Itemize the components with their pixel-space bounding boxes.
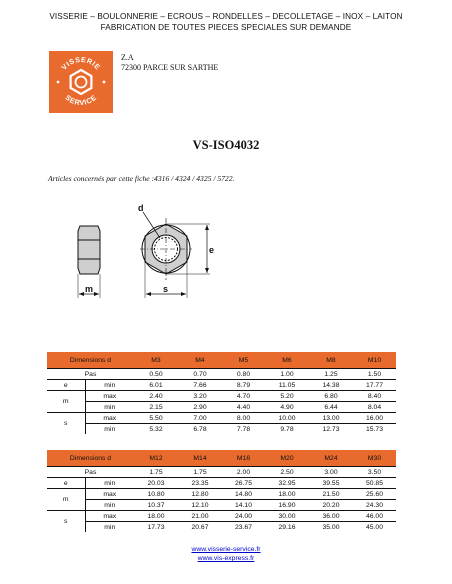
table-cell: 24.00 <box>222 511 265 522</box>
table-cell: 12.10 <box>178 500 222 511</box>
table-cell: 2.15 <box>134 402 178 413</box>
footer-link-visserie-service[interactable]: www.visserie-service.fr <box>191 546 261 553</box>
table-row-m-min <box>47 500 396 511</box>
table-cell: 3.50 <box>353 467 396 478</box>
table-cell: 1.75 <box>178 467 222 478</box>
table-cell: 30.00 <box>265 511 309 522</box>
table-cell: 1.50 <box>353 369 396 380</box>
footer-link-vis-express[interactable]: www.vis-express.fr <box>197 555 255 562</box>
size-cell: M16 <box>222 450 265 467</box>
size-cell: M12 <box>134 450 178 467</box>
table-cell: 3.20 <box>178 391 222 402</box>
label-e: e <box>209 245 215 255</box>
table-cell: 6.44 <box>309 402 353 413</box>
table-cell: 6.01 <box>134 380 178 391</box>
size-cell: M30 <box>353 450 396 467</box>
table-cell: 6.78 <box>178 424 222 435</box>
header-line-2: FABRICATION DE TOUTES PIECES SPECIALES SUR DEMANDE <box>100 23 352 32</box>
visserie-service-logo <box>49 51 113 113</box>
table-header-row <box>47 450 396 467</box>
row-label: e <box>47 380 85 391</box>
header-line-1: VISSERIE – BOULONNERIE – ECROUS – RONDELLES – DECOLLETAGE – INOX – LAITON <box>49 12 403 21</box>
table-row-m-max <box>47 391 396 402</box>
table-cell: 7.00 <box>178 413 222 424</box>
row-label: m <box>47 391 85 413</box>
table-cell: 9.78 <box>265 424 309 435</box>
table-cell: 5.32 <box>134 424 178 435</box>
table-cell: 16.90 <box>265 500 309 511</box>
row-label: e <box>47 478 85 489</box>
table-cell: 50.85 <box>353 478 396 489</box>
size-cell: M8 <box>309 352 353 369</box>
table-header-row <box>47 352 396 369</box>
hex-nut-drawing <box>70 198 220 306</box>
size-cell: M5 <box>222 352 265 369</box>
company-address <box>121 53 218 73</box>
header-label: Dimensions d <box>47 450 134 467</box>
table-cell: 0.70 <box>178 369 222 380</box>
table-row-m-min <box>47 402 396 413</box>
table-cell: 6.80 <box>309 391 353 402</box>
size-cell: M20 <box>265 450 309 467</box>
table-cell: 32.95 <box>265 478 309 489</box>
label-d: d <box>138 203 144 213</box>
size-cell: M14 <box>178 450 222 467</box>
table-cell: 45.00 <box>353 522 396 533</box>
label-s: s <box>163 284 169 294</box>
table-cell: 35.00 <box>309 522 353 533</box>
row-label: s <box>47 511 85 533</box>
table-cell: 5.50 <box>134 413 178 424</box>
size-cell: M6 <box>265 352 309 369</box>
table-row-s-min <box>47 424 396 435</box>
header-label: Dimensions d <box>47 352 134 369</box>
table-cell: 12.80 <box>178 489 222 500</box>
row-label: Pas <box>47 369 134 380</box>
table-cell: 3.00 <box>309 467 353 478</box>
table-cell: 15.73 <box>353 424 396 435</box>
table-cell: 26.75 <box>222 478 265 489</box>
table-row-s-max <box>47 413 396 424</box>
table-cell: 2.40 <box>134 391 178 402</box>
table-cell: 18.00 <box>134 511 178 522</box>
table-cell: 2.90 <box>178 402 222 413</box>
table-row-s-min <box>47 522 396 533</box>
table-cell: 17.73 <box>134 522 178 533</box>
table-cell: 12.73 <box>309 424 353 435</box>
table-cell: 10.00 <box>265 413 309 424</box>
address-line-2: 72300 PARCE SUR SARTHE <box>121 63 219 72</box>
table-cell: 2.00 <box>222 467 265 478</box>
row-sublabel: max <box>85 489 134 500</box>
table-cell: 23.35 <box>178 478 222 489</box>
address-line-1: Z.A <box>121 53 134 62</box>
table-cell: 11.05 <box>265 380 309 391</box>
row-sublabel: min <box>85 380 134 391</box>
dimensions-table-1 <box>47 352 396 434</box>
table-cell: 17.77 <box>353 380 396 391</box>
table-cell: 1.25 <box>309 369 353 380</box>
table-cell: 8.00 <box>222 413 265 424</box>
table-cell: 20.20 <box>309 500 353 511</box>
table-cell: 7.78 <box>222 424 265 435</box>
table-row-e-min <box>47 380 396 391</box>
table-cell: 14.38 <box>309 380 353 391</box>
table-row-s-max <box>47 511 396 522</box>
table-row-pas <box>47 467 396 478</box>
size-cell: M10 <box>353 352 396 369</box>
table-cell: 18.00 <box>265 489 309 500</box>
size-cell: M24 <box>309 450 353 467</box>
size-cell: M3 <box>134 352 178 369</box>
table-cell: 8.04 <box>353 402 396 413</box>
table-cell: 46.00 <box>353 511 396 522</box>
table-cell: 10.37 <box>134 500 178 511</box>
table-cell: 0.50 <box>134 369 178 380</box>
table-cell: 20.67 <box>178 522 222 533</box>
table-cell: 21.50 <box>309 489 353 500</box>
table-cell: 1.00 <box>265 369 309 380</box>
row-sublabel: min <box>85 500 134 511</box>
table-cell: 8.40 <box>353 391 396 402</box>
table-cell: 8.79 <box>222 380 265 391</box>
dimensions-table-2 <box>47 450 396 532</box>
table-cell: 39.55 <box>309 478 353 489</box>
table-cell: 36.00 <box>309 511 353 522</box>
row-sublabel: max <box>85 391 134 402</box>
row-sublabel: min <box>85 402 134 413</box>
table-cell: 10.80 <box>134 489 178 500</box>
articles-note: Articles concernés par cette fiche :4316 / 4324 / 4325 / 5722. <box>48 174 235 183</box>
size-cell: M4 <box>178 352 222 369</box>
table-cell: 0.80 <box>222 369 265 380</box>
svg-text:VISSERIE: VISSERIE <box>59 54 103 72</box>
table-cell: 20.03 <box>134 478 178 489</box>
table-cell: 14.10 <box>222 500 265 511</box>
table-cell: 29.16 <box>265 522 309 533</box>
table-cell: 2.50 <box>265 467 309 478</box>
table-cell: 1.75 <box>134 467 178 478</box>
table-cell: 4.70 <box>222 391 265 402</box>
table-cell: 24.30 <box>353 500 396 511</box>
row-sublabel: max <box>85 511 134 522</box>
row-label: s <box>47 413 85 435</box>
table-cell: 25.60 <box>353 489 396 500</box>
row-label: m <box>47 489 85 511</box>
row-sublabel: max <box>85 413 134 424</box>
table-cell: 21.00 <box>178 511 222 522</box>
table-cell: 23.67 <box>222 522 265 533</box>
label-m: m <box>85 284 94 294</box>
table-cell: 16.00 <box>353 413 396 424</box>
table-row-m-max <box>47 489 396 500</box>
table-row-pas <box>47 369 396 380</box>
table-cell: 7.66 <box>178 380 222 391</box>
svg-text:SERVICE: SERVICE <box>63 92 99 108</box>
table-cell: 4.90 <box>265 402 309 413</box>
row-sublabel: min <box>85 478 134 489</box>
table-cell: 5.20 <box>265 391 309 402</box>
row-sublabel: min <box>85 424 134 435</box>
table-cell: 13.00 <box>309 413 353 424</box>
row-label: Pas <box>47 467 134 478</box>
table-cell: 4.40 <box>222 402 265 413</box>
table-row-e-min <box>47 478 396 489</box>
document-title: VS-ISO4032 <box>192 138 260 152</box>
table-cell: 14.80 <box>222 489 265 500</box>
row-sublabel: min <box>85 522 134 533</box>
